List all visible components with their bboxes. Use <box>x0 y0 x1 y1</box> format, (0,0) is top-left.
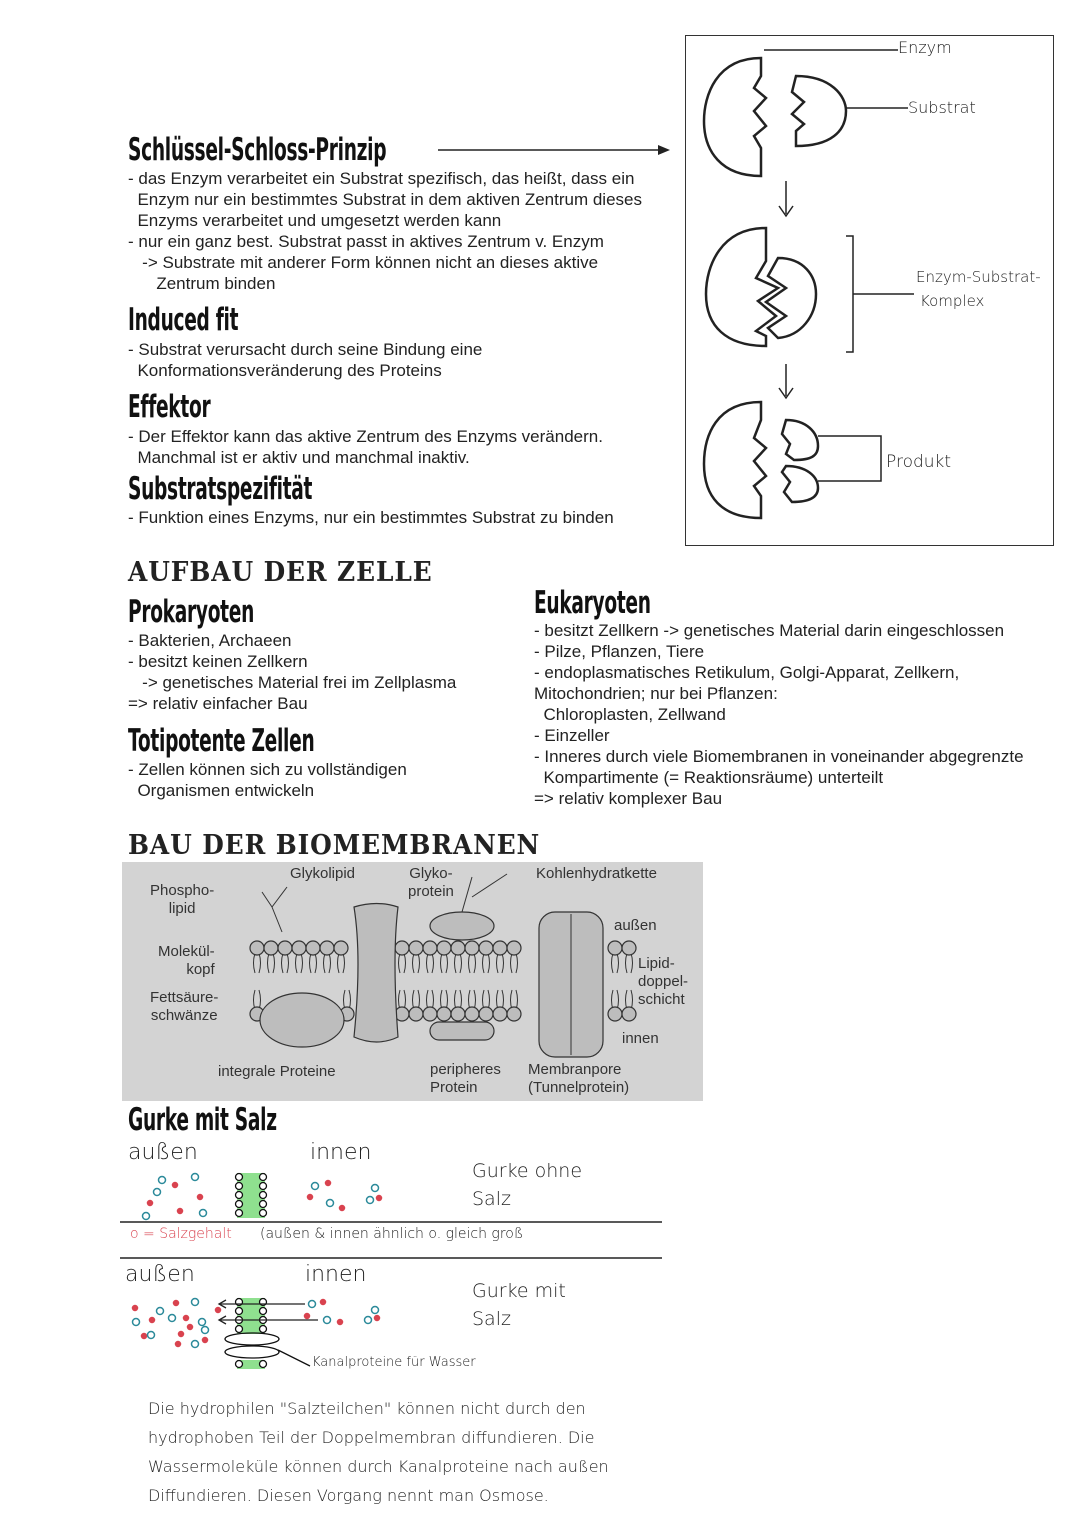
fatty-acid-tail <box>497 953 504 973</box>
salt-particle <box>133 1306 138 1311</box>
water-particle <box>133 1319 140 1326</box>
text-line: - Bakterien, Archaeen <box>128 631 292 650</box>
product-bottom-shape <box>782 466 818 502</box>
label-glykoprotein: Glyko- protein <box>408 865 454 900</box>
text-line: Enzym nur ein bestimmtes Substrat in dem aktiven Zentrum dieses <box>128 190 642 209</box>
phospholipid-head <box>292 941 306 955</box>
phospholipid-head <box>334 941 348 955</box>
text-line: - endoplasmatisches Retikulum, Golgi-Apparat, Zellkern, <box>534 663 960 682</box>
carbohydrate-chain <box>272 887 287 907</box>
salt-particle <box>308 1195 313 1200</box>
salt-particle <box>321 1300 326 1305</box>
label-substrat: Substrat <box>908 98 976 117</box>
text-line: Die hydrophilen "Salzteilchen" können nicht durch den <box>148 1399 586 1418</box>
fatty-acid-tail <box>310 953 317 973</box>
lipid-head <box>236 1308 243 1315</box>
arrow-to-diagram-icon <box>436 143 672 157</box>
section-title-zelle: AUFBAU DER ZELLE <box>128 557 433 588</box>
text-line: Wassermoleküle können durch Kanalproteine nach außen <box>148 1457 609 1476</box>
phospholipid-head <box>437 941 451 955</box>
text-line: hydrophoben Teil der Doppelmembran diffundieren. Die <box>148 1428 595 1447</box>
text-line: - Funktion eines Enzyms, nur ein bestimmtes Substrat zu binden <box>128 508 614 527</box>
heading-eukaryoten: Eukaryoten <box>534 585 651 621</box>
peripheral-protein <box>430 1022 494 1040</box>
phospholipid-head <box>493 1007 507 1021</box>
fatty-acid-tail <box>413 953 420 973</box>
heading-schluessel-schloss: Schlüssel-Schloss-Prinzip <box>128 132 387 168</box>
phospholipid-head <box>465 941 479 955</box>
carbohydrate-chain <box>272 907 282 932</box>
label-glykolipid: Glykolipid <box>290 865 356 882</box>
fatty-acid-tail <box>469 953 476 973</box>
heading-substratspezifitaet: Substratspezifität <box>128 471 313 507</box>
phospholipid-head <box>451 1007 465 1021</box>
label-komplex-1: Enzym-Substrat- <box>916 268 1041 286</box>
lipid-head <box>236 1174 243 1181</box>
fatty-acid-tail <box>282 953 289 973</box>
pointer-line <box>278 1350 310 1366</box>
lipid-head <box>260 1192 267 1199</box>
label-enzym: Enzym <box>898 38 952 57</box>
phospholipid-head <box>437 1007 451 1021</box>
fatty-acid-tail <box>455 953 462 973</box>
lipid-head <box>236 1183 243 1190</box>
phospholipid-head <box>409 1007 423 1021</box>
label-salz-ohne: Salz <box>472 1188 511 1210</box>
phospholipid-head <box>507 941 521 955</box>
text-line: -> genetisches Material frei im Zellplasma <box>128 673 457 692</box>
label-peripheres-protein: peripheres Protein <box>430 1061 501 1096</box>
phospholipid-head <box>479 941 493 955</box>
water-particle <box>372 1307 379 1314</box>
legend-note: (außen & innen ähnlich o. gleich groß <box>260 1226 524 1242</box>
text-line: - Der Effektor kann das aktive Zentrum des Enzyms verändern. <box>128 427 603 446</box>
heading-induced-fit: Induced fit <box>128 302 239 338</box>
lipid-head <box>260 1210 267 1217</box>
water-particle <box>367 1197 374 1204</box>
label-aussen: außen <box>614 917 657 934</box>
text-line: - besitzt keinen Zellkern <box>128 652 308 671</box>
label-aussen-bottom: außen <box>125 1262 195 1287</box>
fatty-acid-tail <box>441 953 448 973</box>
phospholipid-head <box>278 941 292 955</box>
text-line: - Pilze, Pflanzen, Tiere <box>534 642 705 661</box>
enzyme-drawing <box>686 36 1053 545</box>
product-enzyme-shape <box>704 402 766 518</box>
totipotent-text <box>128 759 407 801</box>
text-line: -> Substrate mit anderer Form können nicht an dieses aktive <box>128 253 599 272</box>
text-line: - das Enzym verarbeitet ein Substrat spezifisch, das heißt, dass ein <box>128 169 635 188</box>
label-membranpore: Membranpore (Tunnelprotein) <box>528 1061 630 1096</box>
substratspezifitaet-text <box>128 507 614 528</box>
text-line: Enzyms verarbeitet und umgesetzt werden kann <box>128 211 502 230</box>
salt-particle <box>305 1314 310 1319</box>
phospholipid-head <box>479 1007 493 1021</box>
label-salz-mit: Salz <box>472 1308 511 1330</box>
phospholipid-head <box>409 941 423 955</box>
water-particle <box>148 1332 155 1339</box>
osmosis-notes <box>120 1140 662 1520</box>
fatty-acid-tail <box>626 953 633 973</box>
water-particle <box>202 1327 209 1334</box>
carbohydrate-chain <box>472 874 507 897</box>
water-particle <box>372 1185 379 1192</box>
salt-particle <box>178 1209 183 1214</box>
water-particle <box>157 1308 164 1315</box>
text-line: Zentrum binden <box>128 274 276 293</box>
glycoprotein <box>430 912 494 940</box>
salt-particle <box>340 1206 345 1211</box>
lipid-head <box>260 1183 267 1190</box>
lipid-head <box>236 1192 243 1199</box>
phospholipid-head <box>608 1007 622 1021</box>
fatty-acid-tail <box>338 953 345 973</box>
eukaryoten-text <box>534 620 1024 809</box>
phospholipid-head <box>465 1007 479 1021</box>
label-aussen-top: außen <box>128 1140 198 1165</box>
water-particle <box>312 1183 319 1190</box>
fatty-acid-tail <box>427 953 434 973</box>
water-particle <box>192 1299 199 1306</box>
label-fettsaeure: Fettsäure- schwänze <box>150 989 219 1024</box>
label-gurke-ohne: Gurke ohne <box>472 1160 583 1182</box>
label-innen-top: innen <box>310 1140 372 1165</box>
text-line: - Einzeller <box>534 726 610 745</box>
phospholipid-head <box>423 941 437 955</box>
salt-particle <box>150 1318 155 1323</box>
water-particle <box>324 1317 331 1324</box>
phospholipid-head <box>451 941 465 955</box>
label-phospholipid: Phospho- lipid <box>150 882 215 917</box>
water-particle <box>200 1210 207 1217</box>
text-line: Mitochondrien; nur bei Pflanzen: <box>534 684 778 703</box>
text-line: => relativ einfacher Bau <box>128 694 308 713</box>
fatty-acid-tail <box>511 953 518 973</box>
salt-particle <box>326 1181 331 1186</box>
text-line: => relativ komplexer Bau <box>534 789 723 808</box>
salt-particle <box>338 1320 343 1325</box>
lipid-head <box>236 1326 243 1333</box>
salt-particle <box>198 1195 203 1200</box>
fatty-acid-tail <box>296 953 303 973</box>
enzyme-shape <box>704 58 766 176</box>
label-produkt: Produkt <box>886 452 952 472</box>
carbohydrate-chain <box>262 892 272 907</box>
label-lipiddoppelschicht: Lipid- doppel- schicht <box>638 955 689 1008</box>
phospholipid-head <box>395 941 409 955</box>
text-line: Kompartimente (= Reaktionsräume) unterteilt <box>534 768 884 787</box>
fatty-acid-tail <box>399 953 406 973</box>
fatty-acid-tail <box>254 953 261 973</box>
phospholipid-head <box>507 1007 521 1021</box>
label-molekuelkopf: Molekül- kopf <box>158 943 215 978</box>
salt-particle <box>174 1301 179 1306</box>
water-particle <box>169 1315 176 1322</box>
lipid-head <box>260 1361 267 1368</box>
complex-substrate-shape <box>766 258 816 338</box>
phospholipid-head <box>622 1007 636 1021</box>
osmosis-explanation <box>148 1394 609 1510</box>
lipid-head <box>260 1201 267 1208</box>
water-particle <box>159 1177 166 1184</box>
salt-particle <box>377 1196 382 1201</box>
heading-prokaryoten: Prokaryoten <box>128 594 255 630</box>
phospholipid-head <box>320 941 334 955</box>
phospholipid-head <box>306 941 320 955</box>
label-innen: innen <box>622 1030 659 1047</box>
lipid-head <box>236 1201 243 1208</box>
carbohydrate-chain <box>462 877 472 912</box>
lipid-head <box>236 1210 243 1217</box>
phospholipid-head <box>622 941 636 955</box>
water-particle <box>199 1319 206 1326</box>
salt-particle <box>216 1308 221 1313</box>
label-kanalproteine: Kanalproteine für Wasser <box>312 1355 476 1370</box>
product-top-shape <box>782 420 818 460</box>
membrane-figure <box>122 862 703 1101</box>
water-particle <box>309 1301 316 1308</box>
substrate-shape <box>792 76 846 146</box>
phospholipid-head <box>493 941 507 955</box>
induced-fit-text <box>128 339 482 381</box>
schluessel-schloss-text <box>128 168 642 294</box>
label-komplex-2: Komplex <box>920 292 985 310</box>
water-particle <box>327 1200 334 1207</box>
integral-protein-channel <box>354 904 398 1043</box>
enzyme-diagram <box>685 35 1054 546</box>
channel-protein <box>225 1333 279 1345</box>
channel-protein <box>225 1346 279 1358</box>
text-line: - nur ein ganz best. Substrat passt in aktives Zentrum v. Enzym <box>128 232 604 251</box>
water-particle <box>143 1213 150 1220</box>
water-particle <box>192 1341 199 1348</box>
water-particle <box>154 1189 161 1196</box>
label-integrale-proteine: integrale Proteine <box>218 1063 336 1080</box>
salt-particle <box>179 1332 184 1337</box>
salt-particle <box>176 1342 181 1347</box>
text-line: Diffundieren. Diesen Vorgang nennt man Osmose. <box>148 1486 549 1505</box>
label-kohlenhydratkette: Kohlenhydratkette <box>536 865 657 882</box>
phospholipid-head <box>608 941 622 955</box>
text-line: - Substrat verursacht durch seine Bindung eine <box>128 340 483 359</box>
heading-effektor: Effektor <box>128 389 211 425</box>
salt-particle <box>142 1334 147 1339</box>
text-line: Konformationsveränderung des Proteins <box>128 361 442 380</box>
water-particle <box>365 1317 372 1324</box>
salt-particle <box>203 1338 208 1343</box>
fatty-acid-tail <box>268 953 275 973</box>
water-particle <box>192 1174 199 1181</box>
text-line: - besitzt Zellkern -> genetisches Material darin eingeschlossen <box>534 621 1005 640</box>
text-line: - Zellen können sich zu vollständigen <box>128 760 407 779</box>
section-title-biomembranen: BAU DER BIOMEMBRANEN <box>128 830 541 861</box>
fatty-acid-tail <box>324 953 331 973</box>
legend-salzgehalt: o = Salzgehalt <box>130 1226 232 1242</box>
lipid-head <box>260 1308 267 1315</box>
salt-particle <box>184 1316 189 1321</box>
effektor-text <box>128 426 603 468</box>
text-line: Organismen entwickeln <box>128 781 315 800</box>
salt-particle <box>188 1325 193 1330</box>
salt-particle <box>375 1316 380 1321</box>
text-line: Manchmal ist er aktiv und manchmal inaktiv. <box>128 448 470 467</box>
salt-particle <box>148 1201 153 1206</box>
fatty-acid-tail <box>612 953 619 973</box>
phospholipid-head <box>250 941 264 955</box>
integral-protein-oval <box>260 993 344 1047</box>
phospholipid-head <box>264 941 278 955</box>
heading-gurke-mit-salz: Gurke mit Salz <box>128 1102 277 1138</box>
text-line: Chloroplasten, Zellwand <box>534 705 726 724</box>
phospholipid-head <box>423 1007 437 1021</box>
salt-particle <box>173 1183 178 1188</box>
label-gurke-mit: Gurke mit <box>472 1280 566 1302</box>
label-innen-bottom: innen <box>305 1262 367 1287</box>
lipid-head <box>260 1326 267 1333</box>
lipid-head <box>260 1174 267 1181</box>
text-line: - Inneres durch viele Biomembranen in voneinander abgegrenzte <box>534 747 1024 766</box>
fatty-acid-tail <box>483 953 490 973</box>
lipid-head <box>236 1361 243 1368</box>
heading-totipotente-zellen: Totipotente Zellen <box>128 723 315 759</box>
prokaryoten-text <box>128 630 456 714</box>
